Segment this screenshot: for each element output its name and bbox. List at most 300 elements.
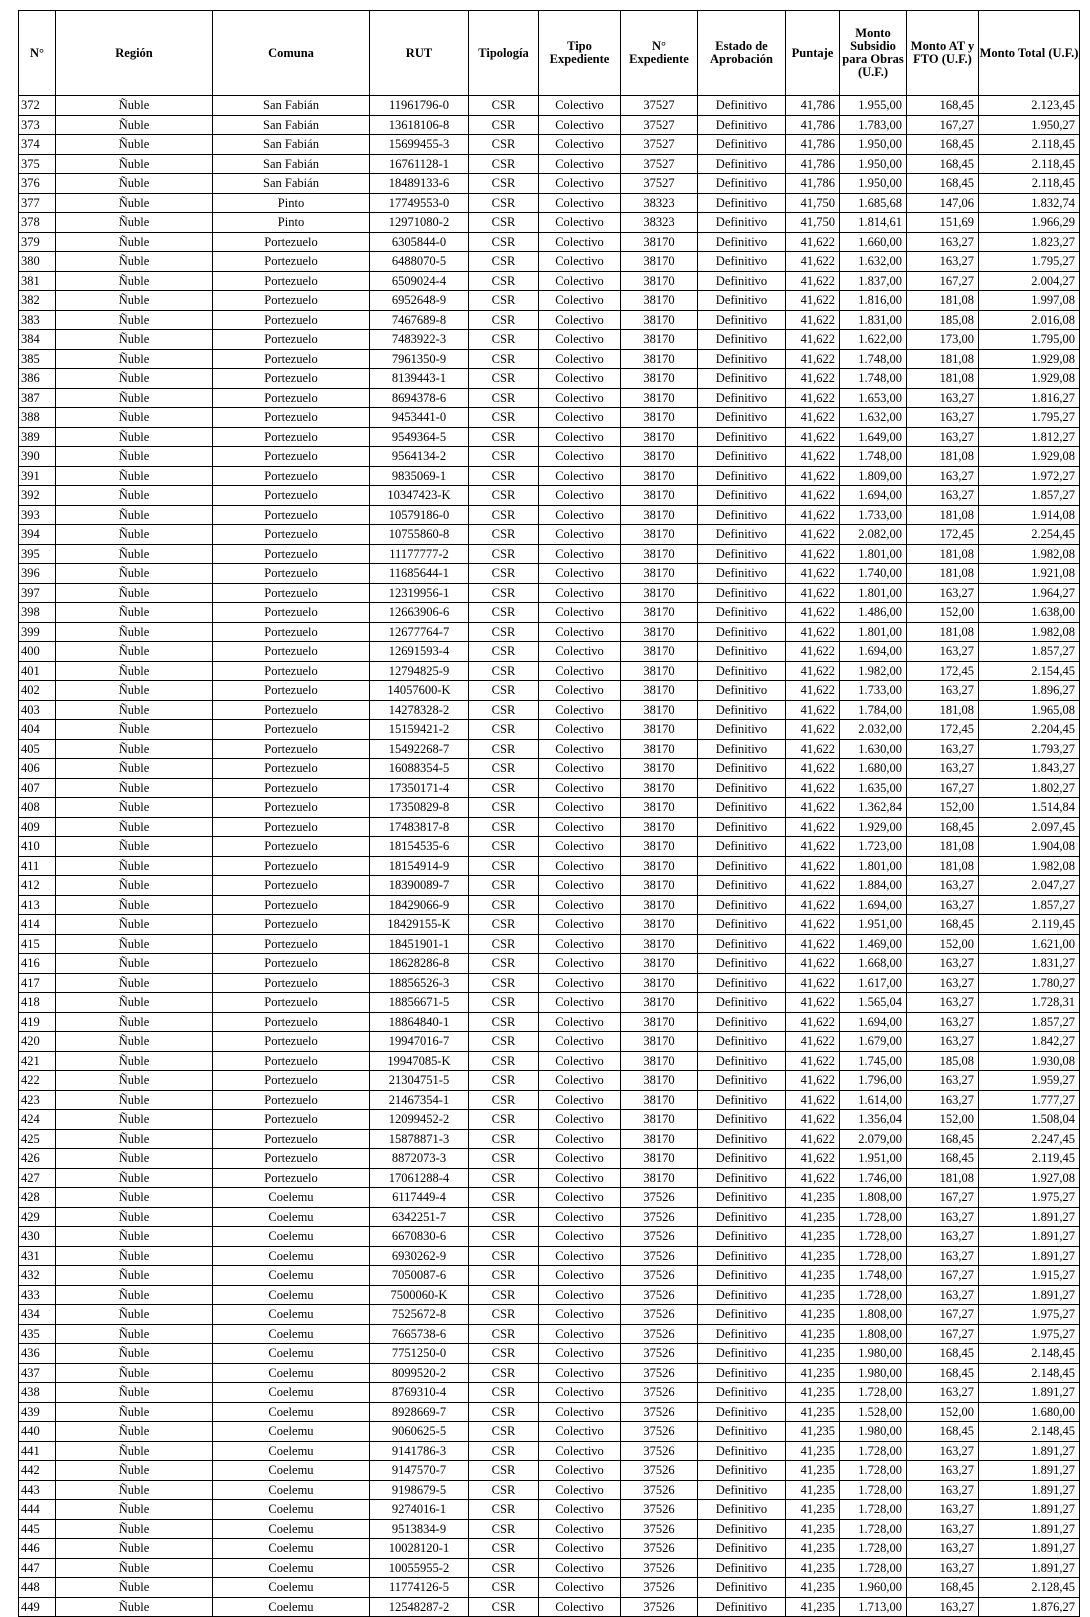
cell-monto-total: 1.638,00 <box>979 603 1080 623</box>
cell-region: Ñuble <box>56 330 213 350</box>
cell-tipo-expediente: Colectivo <box>539 895 621 915</box>
cell-estado-aprobacion: Definitivo <box>698 408 786 428</box>
cell-estado-aprobacion: Definitivo <box>698 1071 786 1091</box>
cell-numero: 404 <box>19 720 56 740</box>
cell-tipologia: CSR <box>469 1344 539 1364</box>
cell-estado-aprobacion: Definitivo <box>698 778 786 798</box>
cell-puntaje: 41,622 <box>786 330 840 350</box>
header-tipologia: Tipología <box>469 11 539 96</box>
cell-tipo-expediente: Colectivo <box>539 1324 621 1344</box>
table-row <box>19 934 1080 954</box>
cell-tipo-expediente: Colectivo <box>539 1519 621 1539</box>
cell-estado-aprobacion: Definitivo <box>698 1110 786 1130</box>
cell-monto-total: 1.927,08 <box>979 1168 1080 1188</box>
cell-puntaje: 41,622 <box>786 856 840 876</box>
cell-monto-subsidio: 1.649,00 <box>840 427 907 447</box>
cell-monto-at-fto: 185,08 <box>907 1051 979 1071</box>
cell-region: Ñuble <box>56 544 213 564</box>
cell-rut: 17350171-4 <box>370 778 469 798</box>
cell-estado-aprobacion: Definitivo <box>698 837 786 857</box>
cell-tipo-expediente: Colectivo <box>539 1168 621 1188</box>
cell-estado-aprobacion: Definitivo <box>698 466 786 486</box>
cell-monto-total: 2.047,27 <box>979 876 1080 896</box>
cell-monto-at-fto: 163,27 <box>907 1012 979 1032</box>
cell-monto-subsidio: 1.837,00 <box>840 271 907 291</box>
table-row <box>19 993 1080 1013</box>
cell-region: Ñuble <box>56 1168 213 1188</box>
header-numero-expediente: N° Expediente <box>621 11 698 96</box>
cell-comuna: Portezuelo <box>213 252 370 272</box>
cell-monto-total: 1.816,27 <box>979 388 1080 408</box>
cell-monto-subsidio: 1.748,00 <box>840 447 907 467</box>
cell-puntaje: 41,622 <box>786 369 840 389</box>
cell-estado-aprobacion: Definitivo <box>698 934 786 954</box>
cell-puntaje: 41,622 <box>786 798 840 818</box>
cell-estado-aprobacion: Definitivo <box>698 1539 786 1559</box>
cell-monto-total: 1.795,00 <box>979 330 1080 350</box>
cell-puntaje: 41,235 <box>786 1500 840 1520</box>
cell-rut: 12691593-4 <box>370 642 469 662</box>
cell-rut: 6509024-4 <box>370 271 469 291</box>
cell-numero: 392 <box>19 486 56 506</box>
cell-numero: 439 <box>19 1402 56 1422</box>
cell-monto-subsidio: 1.694,00 <box>840 642 907 662</box>
header-rut: RUT <box>370 11 469 96</box>
cell-rut: 14057600-K <box>370 681 469 701</box>
cell-numero-expediente: 38170 <box>621 642 698 662</box>
cell-rut: 12971080-2 <box>370 213 469 233</box>
cell-monto-at-fto: 181,08 <box>907 700 979 720</box>
cell-rut: 11685644-1 <box>370 564 469 584</box>
cell-monto-at-fto: 181,08 <box>907 291 979 311</box>
cell-numero-expediente: 38170 <box>621 252 698 272</box>
cell-monto-subsidio: 1.980,00 <box>840 1363 907 1383</box>
cell-tipo-expediente: Colectivo <box>539 1441 621 1461</box>
cell-tipo-expediente: Colectivo <box>539 252 621 272</box>
cell-estado-aprobacion: Definitivo <box>698 525 786 545</box>
cell-monto-total: 1.728,31 <box>979 993 1080 1013</box>
cell-tipologia: CSR <box>469 115 539 135</box>
cell-monto-at-fto: 163,27 <box>907 876 979 896</box>
table-row <box>19 408 1080 428</box>
cell-comuna: Portezuelo <box>213 798 370 818</box>
cell-numero-expediente: 37526 <box>621 1246 698 1266</box>
cell-tipo-expediente: Colectivo <box>539 661 621 681</box>
cell-monto-subsidio: 1.980,00 <box>840 1422 907 1442</box>
cell-region: Ñuble <box>56 1519 213 1539</box>
cell-rut: 16088354-5 <box>370 759 469 779</box>
cell-comuna: Coelemu <box>213 1246 370 1266</box>
cell-tipologia: CSR <box>469 856 539 876</box>
cell-monto-total: 1.780,27 <box>979 973 1080 993</box>
cell-tipo-expediente: Colectivo <box>539 447 621 467</box>
cell-monto-total: 1.975,27 <box>979 1305 1080 1325</box>
cell-numero-expediente: 37526 <box>621 1500 698 1520</box>
cell-tipologia: CSR <box>469 681 539 701</box>
cell-monto-total: 1.514,84 <box>979 798 1080 818</box>
cell-monto-subsidio: 1.796,00 <box>840 1071 907 1091</box>
cell-monto-total: 1.929,08 <box>979 447 1080 467</box>
cell-monto-subsidio: 1.816,00 <box>840 291 907 311</box>
cell-tipologia: CSR <box>469 330 539 350</box>
cell-rut: 12663906-6 <box>370 603 469 623</box>
cell-puntaje: 41,235 <box>786 1480 840 1500</box>
cell-monto-total: 2.254,45 <box>979 525 1080 545</box>
cell-comuna: Coelemu <box>213 1441 370 1461</box>
cell-tipologia: CSR <box>469 1402 539 1422</box>
cell-monto-total: 1.857,27 <box>979 895 1080 915</box>
cell-comuna: Coelemu <box>213 1188 370 1208</box>
table-row <box>19 1227 1080 1247</box>
cell-comuna: Portezuelo <box>213 993 370 1013</box>
cell-monto-at-fto: 167,27 <box>907 778 979 798</box>
cell-tipologia: CSR <box>469 1168 539 1188</box>
cell-rut: 8139443-1 <box>370 369 469 389</box>
cell-region: Ñuble <box>56 973 213 993</box>
cell-numero-expediente: 38170 <box>621 544 698 564</box>
cell-tipo-expediente: Colectivo <box>539 505 621 525</box>
cell-numero: 407 <box>19 778 56 798</box>
cell-comuna: Portezuelo <box>213 583 370 603</box>
cell-tipo-expediente: Colectivo <box>539 96 621 116</box>
cell-puntaje: 41,622 <box>786 759 840 779</box>
cell-numero: 385 <box>19 349 56 369</box>
table-body <box>19 96 1080 1617</box>
table-row <box>19 1032 1080 1052</box>
cell-tipo-expediente: Colectivo <box>539 115 621 135</box>
cell-monto-at-fto: 168,45 <box>907 96 979 116</box>
cell-monto-subsidio: 1.808,00 <box>840 1188 907 1208</box>
table-row <box>19 583 1080 603</box>
cell-tipo-expediente: Colectivo <box>539 622 621 642</box>
cell-tipo-expediente: Colectivo <box>539 174 621 194</box>
cell-region: Ñuble <box>56 1071 213 1091</box>
header-region: Región <box>56 11 213 96</box>
cell-tipologia: CSR <box>469 1422 539 1442</box>
cell-puntaje: 41,622 <box>786 1051 840 1071</box>
cell-tipo-expediente: Colectivo <box>539 1344 621 1364</box>
cell-puntaje: 41,622 <box>786 1071 840 1091</box>
cell-puntaje: 41,622 <box>786 1168 840 1188</box>
cell-region: Ñuble <box>56 622 213 642</box>
cell-tipo-expediente: Colectivo <box>539 1032 621 1052</box>
cell-numero-expediente: 37526 <box>621 1441 698 1461</box>
cell-rut: 15492268-7 <box>370 739 469 759</box>
cell-comuna: Coelemu <box>213 1578 370 1598</box>
cell-estado-aprobacion: Definitivo <box>698 583 786 603</box>
cell-tipologia: CSR <box>469 739 539 759</box>
cell-rut: 9549364-5 <box>370 427 469 447</box>
cell-region: Ñuble <box>56 1090 213 1110</box>
header-monto-total: Monto Total (U.F.) <box>979 11 1080 96</box>
cell-monto-total: 1.508,04 <box>979 1110 1080 1130</box>
cell-tipo-expediente: Colectivo <box>539 525 621 545</box>
cell-numero-expediente: 38170 <box>621 1032 698 1052</box>
cell-comuna: Portezuelo <box>213 720 370 740</box>
cell-numero: 374 <box>19 135 56 155</box>
cell-region: Ñuble <box>56 778 213 798</box>
cell-tipo-expediente: Colectivo <box>539 349 621 369</box>
cell-region: Ñuble <box>56 661 213 681</box>
cell-numero-expediente: 38170 <box>621 427 698 447</box>
cell-estado-aprobacion: Definitivo <box>698 1519 786 1539</box>
header-numero: N° <box>19 11 56 96</box>
cell-numero-expediente: 38170 <box>621 1110 698 1130</box>
cell-estado-aprobacion: Definitivo <box>698 1129 786 1149</box>
cell-region: Ñuble <box>56 817 213 837</box>
cell-puntaje: 41,235 <box>786 1519 840 1539</box>
cell-numero: 420 <box>19 1032 56 1052</box>
cell-tipologia: CSR <box>469 408 539 428</box>
cell-monto-subsidio: 1.801,00 <box>840 856 907 876</box>
cell-numero: 391 <box>19 466 56 486</box>
cell-comuna: Coelemu <box>213 1402 370 1422</box>
cell-tipo-expediente: Colectivo <box>539 681 621 701</box>
cell-region: Ñuble <box>56 252 213 272</box>
cell-monto-subsidio: 1.809,00 <box>840 466 907 486</box>
cell-monto-total: 1.975,27 <box>979 1188 1080 1208</box>
cell-numero: 422 <box>19 1071 56 1091</box>
cell-tipologia: CSR <box>469 1363 539 1383</box>
cell-monto-at-fto: 163,27 <box>907 1500 979 1520</box>
cell-estado-aprobacion: Definitivo <box>698 1480 786 1500</box>
cell-comuna: Coelemu <box>213 1519 370 1539</box>
cell-monto-subsidio: 1.733,00 <box>840 505 907 525</box>
table-row <box>19 154 1080 174</box>
cell-monto-at-fto: 168,45 <box>907 1363 979 1383</box>
table-row <box>19 466 1080 486</box>
cell-numero: 440 <box>19 1422 56 1442</box>
cell-tipo-expediente: Colectivo <box>539 700 621 720</box>
cell-monto-total: 1.621,00 <box>979 934 1080 954</box>
cell-puntaje: 41,235 <box>786 1422 840 1442</box>
cell-comuna: Portezuelo <box>213 310 370 330</box>
cell-monto-total: 2.118,45 <box>979 174 1080 194</box>
cell-numero-expediente: 38170 <box>621 447 698 467</box>
cell-rut: 9513834-9 <box>370 1519 469 1539</box>
cell-region: Ñuble <box>56 1344 213 1364</box>
cell-puntaje: 41,622 <box>786 876 840 896</box>
cell-region: Ñuble <box>56 1188 213 1208</box>
cell-region: Ñuble <box>56 993 213 1013</box>
cell-monto-subsidio: 1.728,00 <box>840 1480 907 1500</box>
cell-region: Ñuble <box>56 1285 213 1305</box>
cell-comuna: Portezuelo <box>213 739 370 759</box>
cell-monto-total: 1.876,27 <box>979 1597 1080 1617</box>
cell-monto-total: 2.247,45 <box>979 1129 1080 1149</box>
table-row <box>19 798 1080 818</box>
cell-numero-expediente: 37526 <box>621 1188 698 1208</box>
cell-estado-aprobacion: Definitivo <box>698 1032 786 1052</box>
cell-region: Ñuble <box>56 1305 213 1325</box>
cell-monto-at-fto: 168,45 <box>907 154 979 174</box>
cell-comuna: Portezuelo <box>213 973 370 993</box>
cell-rut: 18856526-3 <box>370 973 469 993</box>
cell-tipologia: CSR <box>469 486 539 506</box>
table-row <box>19 739 1080 759</box>
cell-monto-total: 1.891,27 <box>979 1480 1080 1500</box>
cell-tipo-expediente: Colectivo <box>539 1422 621 1442</box>
cell-tipo-expediente: Colectivo <box>539 954 621 974</box>
cell-rut: 7500060-K <box>370 1285 469 1305</box>
cell-numero-expediente: 38170 <box>621 895 698 915</box>
cell-numero-expediente: 37526 <box>621 1305 698 1325</box>
cell-monto-subsidio: 1.929,00 <box>840 817 907 837</box>
table-row <box>19 1207 1080 1227</box>
cell-tipo-expediente: Colectivo <box>539 135 621 155</box>
cell-numero-expediente: 37526 <box>621 1383 698 1403</box>
cell-tipologia: CSR <box>469 934 539 954</box>
cell-monto-total: 1.891,27 <box>979 1558 1080 1578</box>
cell-rut: 19947016-7 <box>370 1032 469 1052</box>
cell-tipologia: CSR <box>469 1149 539 1169</box>
cell-monto-at-fto: 163,27 <box>907 1597 979 1617</box>
cell-puntaje: 41,622 <box>786 778 840 798</box>
cell-rut: 11774126-5 <box>370 1578 469 1598</box>
cell-numero-expediente: 38170 <box>621 1071 698 1091</box>
cell-comuna: Coelemu <box>213 1324 370 1344</box>
cell-rut: 12099452-2 <box>370 1110 469 1130</box>
cell-estado-aprobacion: Definitivo <box>698 271 786 291</box>
cell-monto-total: 1.802,27 <box>979 778 1080 798</box>
cell-monto-subsidio: 1.955,00 <box>840 96 907 116</box>
table-row <box>19 1500 1080 1520</box>
cell-rut: 17749553-0 <box>370 193 469 213</box>
cell-numero-expediente: 38170 <box>621 466 698 486</box>
cell-tipo-expediente: Colectivo <box>539 1051 621 1071</box>
cell-tipologia: CSR <box>469 96 539 116</box>
cell-puntaje: 41,235 <box>786 1324 840 1344</box>
cell-monto-subsidio: 2.079,00 <box>840 1129 907 1149</box>
cell-tipo-expediente: Colectivo <box>539 1383 621 1403</box>
cell-region: Ñuble <box>56 291 213 311</box>
cell-region: Ñuble <box>56 1461 213 1481</box>
cell-monto-subsidio: 1.745,00 <box>840 1051 907 1071</box>
cell-monto-total: 2.118,45 <box>979 135 1080 155</box>
cell-rut: 9564134-2 <box>370 447 469 467</box>
table-row <box>19 1266 1080 1286</box>
cell-numero-expediente: 38170 <box>621 505 698 525</box>
cell-puntaje: 41,622 <box>786 1032 840 1052</box>
cell-monto-at-fto: 163,27 <box>907 1441 979 1461</box>
cell-estado-aprobacion: Definitivo <box>698 447 786 467</box>
table-row <box>19 1129 1080 1149</box>
cell-tipo-expediente: Colectivo <box>539 817 621 837</box>
cell-numero-expediente: 38170 <box>621 856 698 876</box>
cell-numero-expediente: 37526 <box>621 1227 698 1247</box>
cell-monto-subsidio: 1.486,00 <box>840 603 907 623</box>
cell-numero: 380 <box>19 252 56 272</box>
cell-tipologia: CSR <box>469 369 539 389</box>
cell-numero: 430 <box>19 1227 56 1247</box>
cell-tipologia: CSR <box>469 798 539 818</box>
cell-monto-at-fto: 163,27 <box>907 1071 979 1091</box>
cell-rut: 12548287-2 <box>370 1597 469 1617</box>
cell-tipologia: CSR <box>469 1032 539 1052</box>
table-row <box>19 1071 1080 1091</box>
header-comuna: Comuna <box>213 11 370 96</box>
cell-estado-aprobacion: Definitivo <box>698 154 786 174</box>
cell-region: Ñuble <box>56 681 213 701</box>
cell-estado-aprobacion: Definitivo <box>698 681 786 701</box>
cell-monto-at-fto: 168,45 <box>907 915 979 935</box>
cell-comuna: Portezuelo <box>213 681 370 701</box>
cell-monto-total: 1.929,08 <box>979 349 1080 369</box>
cell-estado-aprobacion: Definitivo <box>698 759 786 779</box>
cell-monto-total: 1.904,08 <box>979 837 1080 857</box>
cell-numero-expediente: 38170 <box>621 934 698 954</box>
cell-tipologia: CSR <box>469 622 539 642</box>
cell-rut: 7665738-6 <box>370 1324 469 1344</box>
cell-monto-subsidio: 1.685,68 <box>840 193 907 213</box>
cell-numero-expediente: 37527 <box>621 174 698 194</box>
cell-estado-aprobacion: Definitivo <box>698 1266 786 1286</box>
cell-comuna: Coelemu <box>213 1383 370 1403</box>
table-row <box>19 778 1080 798</box>
cell-monto-subsidio: 1.565,04 <box>840 993 907 1013</box>
cell-tipo-expediente: Colectivo <box>539 1149 621 1169</box>
cell-tipologia: CSR <box>469 1480 539 1500</box>
cell-puntaje: 41,622 <box>786 915 840 935</box>
cell-region: Ñuble <box>56 915 213 935</box>
cell-rut: 7751250-0 <box>370 1344 469 1364</box>
cell-estado-aprobacion: Definitivo <box>698 876 786 896</box>
cell-region: Ñuble <box>56 271 213 291</box>
cell-monto-total: 2.148,45 <box>979 1422 1080 1442</box>
cell-monto-total: 1.795,27 <box>979 408 1080 428</box>
cell-region: Ñuble <box>56 876 213 896</box>
cell-estado-aprobacion: Definitivo <box>698 915 786 935</box>
cell-comuna: Portezuelo <box>213 427 370 447</box>
cell-puntaje: 41,235 <box>786 1461 840 1481</box>
cell-monto-at-fto: 163,27 <box>907 252 979 272</box>
cell-estado-aprobacion: Definitivo <box>698 349 786 369</box>
cell-monto-subsidio: 1.680,00 <box>840 759 907 779</box>
cell-numero: 442 <box>19 1461 56 1481</box>
cell-puntaje: 41,786 <box>786 135 840 155</box>
cell-region: Ñuble <box>56 310 213 330</box>
cell-puntaje: 41,622 <box>786 427 840 447</box>
cell-estado-aprobacion: Definitivo <box>698 603 786 623</box>
cell-comuna: Coelemu <box>213 1285 370 1305</box>
cell-comuna: Coelemu <box>213 1480 370 1500</box>
cell-monto-subsidio: 1.728,00 <box>840 1383 907 1403</box>
cell-monto-at-fto: 167,27 <box>907 1266 979 1286</box>
cell-rut: 12677764-7 <box>370 622 469 642</box>
cell-numero: 427 <box>19 1168 56 1188</box>
cell-monto-total: 1.891,27 <box>979 1441 1080 1461</box>
cell-region: Ñuble <box>56 739 213 759</box>
cell-numero-expediente: 38170 <box>621 915 698 935</box>
cell-numero: 390 <box>19 447 56 467</box>
cell-numero-expediente: 38170 <box>621 778 698 798</box>
cell-numero: 444 <box>19 1500 56 1520</box>
cell-numero-expediente: 38170 <box>621 310 698 330</box>
cell-tipo-expediente: Colectivo <box>539 603 621 623</box>
cell-numero: 381 <box>19 271 56 291</box>
cell-monto-at-fto: 163,27 <box>907 895 979 915</box>
cell-monto-total: 1.891,27 <box>979 1500 1080 1520</box>
cell-monto-total: 1.959,27 <box>979 1071 1080 1091</box>
cell-region: Ñuble <box>56 525 213 545</box>
cell-puntaje: 41,622 <box>786 622 840 642</box>
cell-estado-aprobacion: Definitivo <box>698 213 786 233</box>
cell-estado-aprobacion: Definitivo <box>698 1383 786 1403</box>
cell-tipo-expediente: Colectivo <box>539 291 621 311</box>
cell-numero: 400 <box>19 642 56 662</box>
cell-region: Ñuble <box>56 388 213 408</box>
cell-region: Ñuble <box>56 583 213 603</box>
